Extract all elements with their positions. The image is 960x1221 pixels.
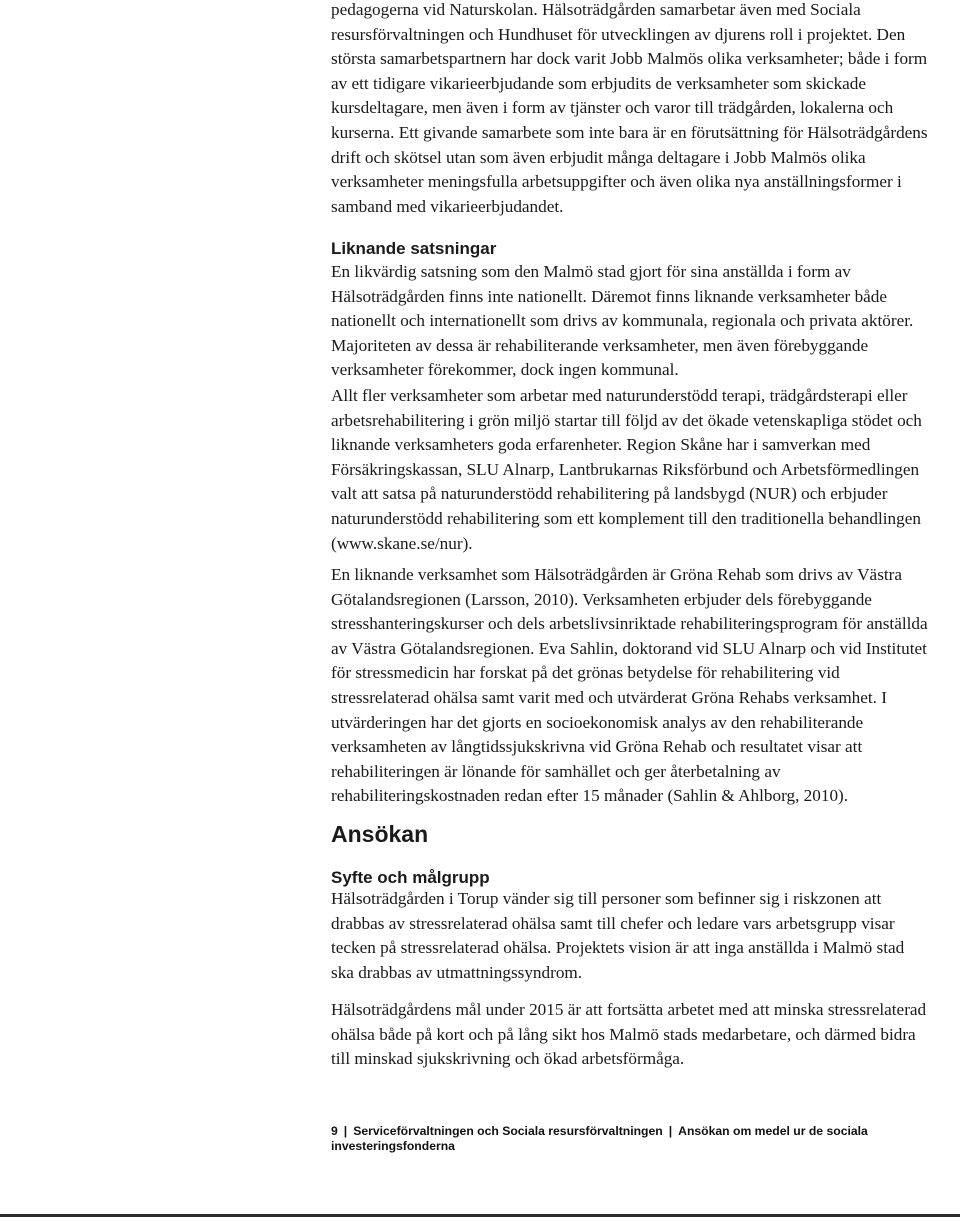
paragraph-collaboration: pedagogerna vid Naturskolan. Hälsoträdgården samarbetar även med Sociala resursförvaltningen och Hundhuset för utvecklingen av djurens roll i projektet. Den största samarbetspartnern har dock varit Jobb Malmös olika verksamheter; både i form av ett tidigare vikarieerbjudande som erbjudits de verksamheter som skickade kursdeltagare, men även i form av tjänster och varor till trädgården, lokalerna och kurserna. Ett givande samarbete som inte bara är en förutsättning för Hälsoträdgårdens drift och skötsel utan som även erbjudit många deltagare i Jobb Malmös olika verksamheter meningsfulla arbetsuppgifter och även olika nya anställningsformer i samband med vikarieerbjudandet. xyxy=(331,0,928,216)
footer-page-number: 9 xyxy=(331,1124,338,1138)
paragraph-similar-initiatives: En likvärdig satsning som den Malmö stad gjort för sina anställda i form av Hälsoträdgården finns inte nationellt. Däremot finns liknande verksamheter både nationellt och internationellt som drivs av kommunala, regionala och privata aktörer. Majoriteten av dessa är rehabiliterande verksamheter, men även förebyggande verksamheter förekommer, dock ingen kommunal. xyxy=(331,262,914,380)
paragraph-purpose-target-group: Hälsoträdgården i Torup vänder sig till personer som befinner sig i riskzonen att drabbas av stressrelaterad ohälsa samt till chefer och ledare vars arbetsgrupp visar tecken på stressrelaterad ohälsa. Projektets vision är att inga anställda i Malmö stad ska drabbas av utmattningssyndrom. xyxy=(331,889,905,982)
heading-liknande-satsningar: Liknande satsningar xyxy=(331,239,497,258)
footer-separator: | xyxy=(343,1124,348,1138)
footer-document-title: Ansökan om medel ur de sociala investeringsfonderna xyxy=(331,1124,868,1153)
heading-syfte-och-malgrupp: Syfte och målgrupp xyxy=(331,868,490,887)
paragraph-grona-rehab: En liknande verksamhet som Hälsoträdgården är Gröna Rehab som drivs av Västra Götalandsregionen (Larsson, 2010). Verksamheten erbjuder dels förebyggande stresshanteringskurser och dels arbetslivsinriktade rehabiliteringsprogram för anställda av Västra Götalandsregionen. Eva Sahlin, doktorand vid SLU Alnarp och vid Institutet för stressmedicin har forskat på det grönas betydelse för rehabilitering vid stressrelaterad ohälsa samt varit med och utvärderat Gröna Rehabs verksamhet. I utvärderingen har det gjorts en socioekonomisk analys av den rehabiliterande verksamheten av långtidssjukskrivna vid Gröna Rehab och resultatet visar att rehabiliteringen är lönande för samhället och ger återbetalning av rehabiliteringskostnaden redan efter 15 månader (Sahlin & Ahlborg, 2010). xyxy=(331,565,928,806)
paragraph-nature-therapy: Allt fler verksamheter som arbetar med naturunderstödd terapi, trädgårdsterapi eller arbetsrehabilitering i grön miljö startar till följd av det ökade vetenskapliga stödet och liknande verksamheters goda erfarenheter. Region Skåne har i samverkan med Försäkringskassan, SLU Alnarp, Lantbrukarnas Riksförbund och Arbetsförmedlingen valt att satsa på naturunderstödd rehabilitering på landsbygd (NUR) och erbjuder naturunderstödd rehabilitering som ett komplement till den traditionella behandlingen (www.skane.se/nur). xyxy=(331,386,922,553)
heading-ansokan: Ansökan xyxy=(331,821,429,847)
bottom-rule xyxy=(0,1214,960,1217)
page-footer xyxy=(331,1124,931,1154)
footer-separator: | xyxy=(668,1124,673,1138)
paragraph-goals-2015: Hälsoträdgårdens mål under 2015 är att fortsätta arbetet med att minska stressrelaterad ohälsa både på kort och på lång sikt hos Malmö stads medarbetare, och därmed bidra till minskad sjukskrivning och ökad arbetsförmåga. xyxy=(331,1000,927,1069)
footer-organization: Serviceförvaltningen och Sociala resursförvaltningen xyxy=(353,1124,663,1138)
